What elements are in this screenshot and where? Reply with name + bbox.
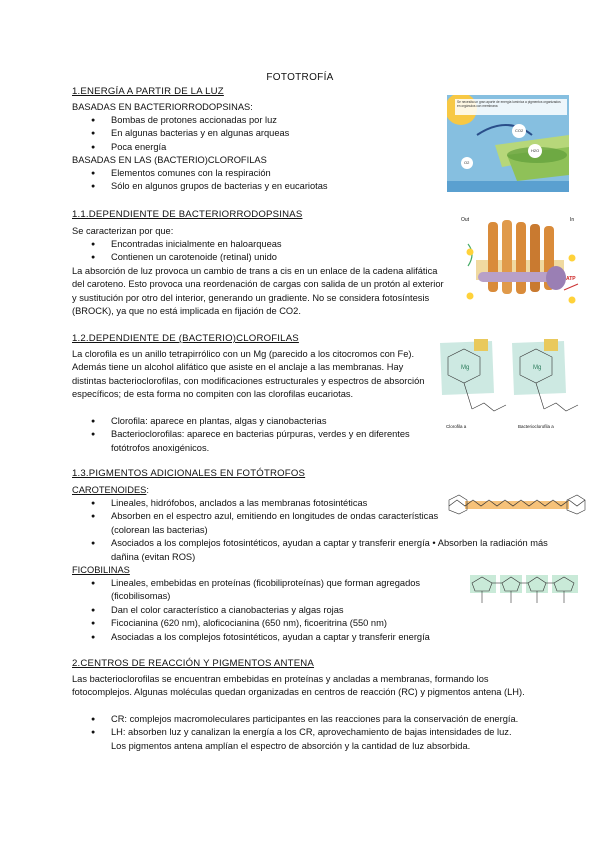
phycobilin-figure (462, 563, 584, 609)
list-item: ● Bacterioclorofilas: aparece en bacterias púrpuras, verdes y en diferentes fotótrofos anoxigénicos. (91, 428, 411, 455)
chlorophyll-figure (434, 333, 584, 433)
group2-list (91, 167, 328, 194)
list-item: ● Clorofila: aparece en plantas, algas y cianobacterias (91, 415, 411, 428)
list-item: ● Dan el color característico a cianobacterias y algas rojas (91, 604, 461, 617)
in-label: In (570, 217, 575, 223)
s11-list (91, 238, 282, 265)
carotenoids-label: CAROTENOIDES (72, 485, 147, 495)
list-item: ● Asociados a los complejos fotosintéticos, ayudan a captar y transferir energía • Absorben la radiación más dañina (evitan ROS) (91, 537, 571, 564)
h2o-label: H2O (531, 148, 540, 153)
list-item: ● Asociadas a los complejos fotosintéticos, ayudan a captar y transferir energía (91, 631, 461, 644)
s11-paragraph: La absorción de luz provoca un cambio de trans a cis en un enlace de la cadena alifática del caroteno. Esto provoca una reordenación de cargas con salida de un protón al exterior y sustitución por otro del interior, generando un gradiente. No se considera fotosíntesis (BROCK), ya que no está implicada en fijación de CO2. (72, 266, 444, 317)
figure-caption: Se necesita un gran aporte de energía lumínica a pigmentos organizados en orgánulos con membrana (457, 100, 561, 108)
s12-paragraph: La clorofila es un anillo tetrapirrólico con un Mg (parecido a los citocromos con Fe). Además tiene un alcohol alifático que asiste en el anclaje a las membranas. Hay distintas bacterioclorofilas, con modificaciones estructurales y espectros de absorción específicos; de esta forma no compiten con las clorofilas eucariotas. (72, 349, 425, 400)
o2-label: O2 (464, 160, 470, 165)
list-item: ● Sólo en algunos grupos de bacterias y en eucariotas (91, 180, 328, 193)
bacteriochlorophyll-a-label: Bacterioclorofila a (518, 424, 554, 429)
s2-paragraph: Las bacterioclorofilas se encuentran embebidas en proteínas y ancladas a membranas, formando los fotocomplejos. Algunas moléculas quedan organizadas en centros de reacción (RC) y pigmentos antena (LH). (72, 674, 525, 698)
s11-intro: Se caracterizan por que: (72, 226, 174, 236)
chlorophyll-a-label: Clorofila a (446, 424, 467, 429)
svg-text:Mg: Mg (533, 365, 542, 371)
section-1-2-heading: 1.2.DEPENDIENTE DE (BACTERIO)CLOROFILAS (72, 333, 299, 344)
section-1-1-heading: 1.1.DEPENDIENTE DE BACTERIORRODOPSINAS (72, 209, 303, 220)
co2-label: CO2 (515, 128, 524, 133)
s12-list (91, 415, 411, 455)
list-item: ● Absorben en el espectro azul, emitiendo en longitudes de ondas características (colorean las bacterias) (91, 510, 446, 537)
phycobilins-heading: FICOBILINAS (72, 565, 130, 575)
svg-text:Mg: Mg (461, 365, 470, 371)
out-label: Out (461, 217, 470, 223)
list-item: ● Poca energía (91, 141, 289, 154)
section-1-3-heading: 1.3.PIGMENTOS ADICIONALES EN FOTÓTROFOS (72, 468, 306, 479)
carotenoids-colon: : (146, 485, 149, 495)
list-item: ● En algunas bacterias y en algunas arqueas (91, 127, 289, 140)
section-1-heading: 1.ENERGÍA A PARTIR DE LA LUZ (72, 86, 224, 97)
atp-label: ATP (566, 276, 576, 282)
bacteriorhodopsin-figure (458, 214, 584, 320)
list-item: ● Contienen un carotenoide (retinal) unido (91, 251, 282, 264)
section-2-heading: 2.CENTROS DE REACCIÓN Y PIGMENTOS ANTENA (72, 658, 315, 669)
carotene-figure (447, 492, 587, 518)
list-item: ● Lineales, embebidas en proteínas (ficobiliproteínas) que forman agregados (ficobilisomas) (91, 577, 461, 604)
group1-label: BASADAS EN BACTERIORRODOPSINAS: (72, 102, 253, 112)
page-title: FOTOTROFÍA (266, 72, 334, 83)
carotenoids-heading (72, 484, 149, 497)
list-item: ● Encontradas inicialmente en haloarqueas (91, 238, 282, 251)
phycobilins-list (91, 577, 461, 644)
group2-label: BASADAS EN LAS (BACTERIO)CLOROFILAS (72, 155, 267, 165)
photosynthesis-figure (447, 95, 569, 192)
group1-list (91, 114, 289, 154)
s2-list (91, 713, 527, 753)
list-item: ● Elementos comunes con la respiración (91, 167, 328, 180)
list-item: ● Ficocianina (620 nm), aloficocianina (650 nm), ficoeritrina (550 nm) (91, 617, 461, 630)
list-item: ● CR: complejos macromoleculares participantes en las reacciones para la conservación de energía. (91, 713, 527, 726)
list-item: ● Lineales, hidrófobos, anclados a las membranas fotosintéticas (91, 497, 571, 510)
list-item: ● Bombas de protones accionadas por luz (91, 114, 289, 127)
list-item: ● LH: absorben luz y canalizan la energía a los CR, aprovechamiento de bajas intensidades de luz. Los pigmentos antena amplían el espectro de absorción y la cantidad de luz absorbida. (91, 726, 527, 753)
